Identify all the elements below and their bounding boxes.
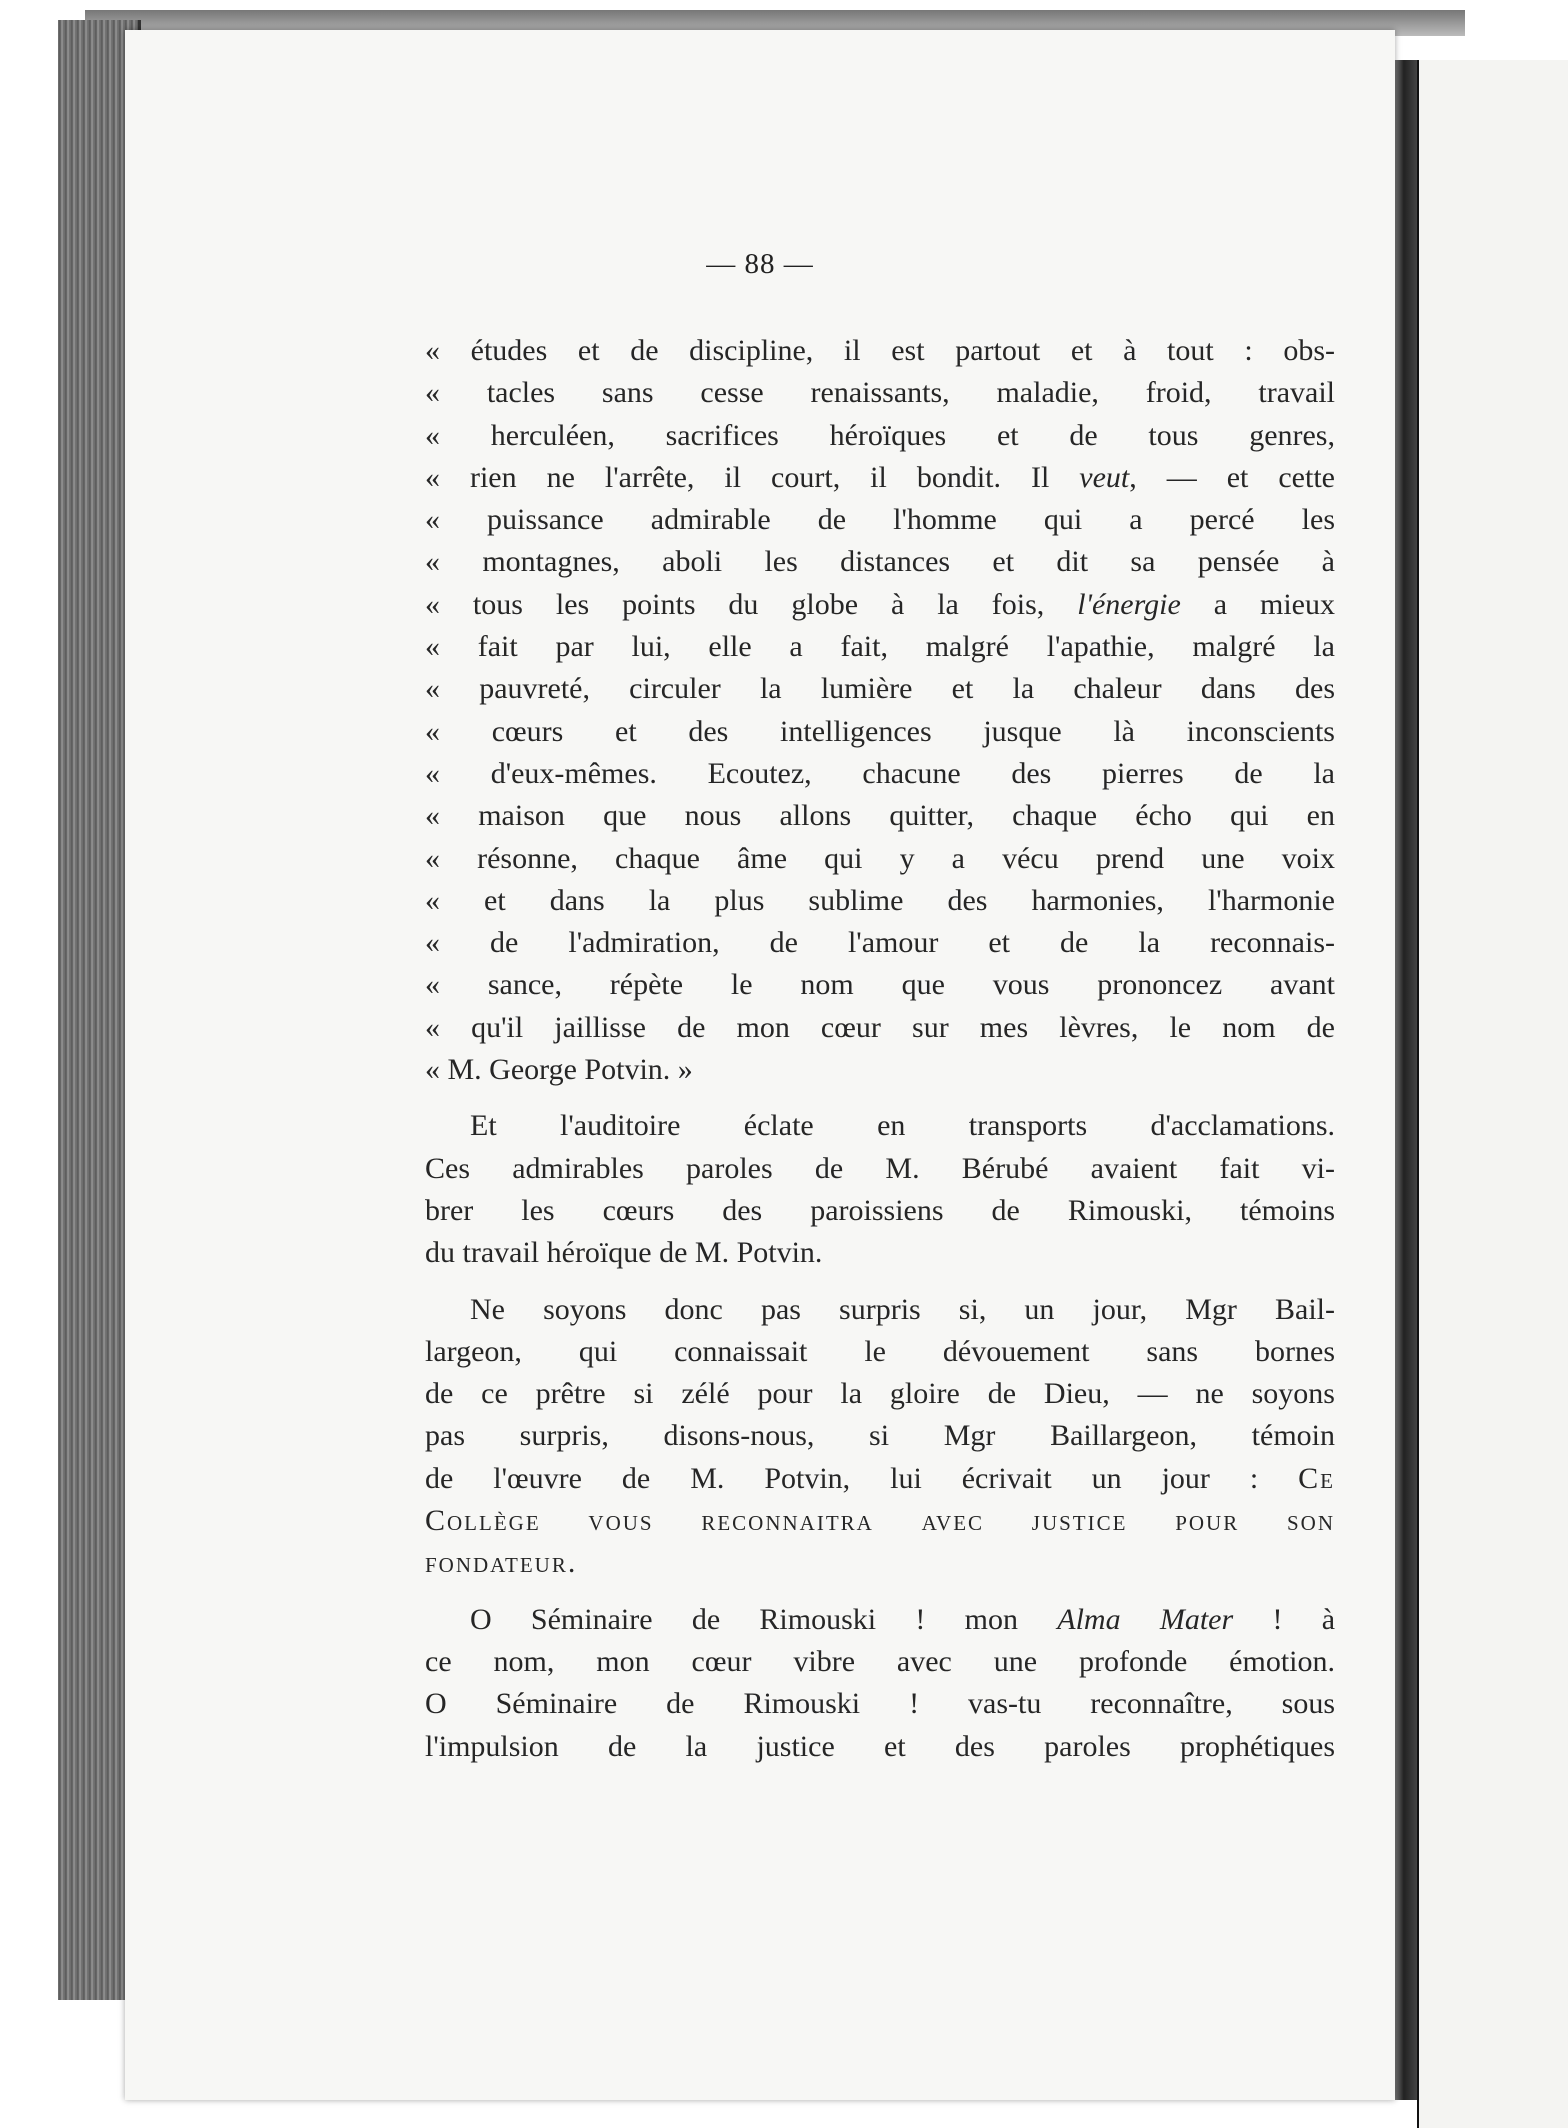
text-line: « montagnes, aboli les distances et dit sa pensée à xyxy=(425,545,1335,579)
text-line: pas surpris, disons-nous, si Mgr Baillargeon, témoin xyxy=(425,1419,1335,1453)
text-line: « de l'admiration, de l'amour et de la reconnais- xyxy=(425,926,1335,960)
facing-page xyxy=(1417,60,1568,2128)
text-line: « tacles sans cesse renaissants, maladie, froid, travail xyxy=(425,376,1335,410)
text-line: « tous les points du globe à la fois, l'énergie a mieux xyxy=(425,587,1336,621)
text-line: de ce prêtre si zélé pour la gloire de Dieu, — ne soyons xyxy=(425,1377,1335,1411)
text-line: « et dans la plus sublime des harmonies, l'harmonie xyxy=(425,883,1335,917)
text-line: l'impulsion de la justice et des paroles prophétiques xyxy=(425,1729,1335,1763)
text-line: « cœurs et des intelligences jusque là inconscients xyxy=(425,714,1335,748)
text-line: « M. George Potvin. » xyxy=(425,1053,693,1087)
text-line: « pauvreté, circuler la lumière et la chaleur dans des xyxy=(425,672,1335,706)
text-line: « rien ne l'arrête, il court, il bondit. Il veut, — et cette xyxy=(425,460,1335,494)
text-line: O Séminaire de Rimouski ! vas-tu reconnaître, sous xyxy=(425,1687,1335,1721)
text-line: Collège vous reconnaitra avec justice pour son xyxy=(425,1504,1335,1538)
body-text xyxy=(425,330,1335,1768)
text-line: Ces admirables paroles de M. Bérubé avaient fait vi- xyxy=(425,1151,1335,1185)
text-line: « d'eux-mêmes. Ecoutez, chacune des pierres de la xyxy=(425,756,1335,790)
text-line: « herculéen, sacrifices héroïques et de tous genres, xyxy=(425,418,1335,452)
text-line: « sance, répète le nom que vous prononcez avant xyxy=(425,968,1335,1002)
text-line: de l'œuvre de M. Potvin, lui écrivait un jour : Ce xyxy=(425,1461,1335,1495)
text-line: du travail héroïque de M. Potvin. xyxy=(425,1236,823,1270)
text-line: « puissance admirable de l'homme qui a percé les xyxy=(425,503,1335,537)
text-line: « études et de discipline, il est partout et à tout : obs- xyxy=(425,334,1335,367)
book-page xyxy=(125,30,1395,2100)
page-number: — 88 — xyxy=(706,248,814,280)
book-gutter xyxy=(1395,60,1417,2100)
text-line: fondateur. xyxy=(425,1546,578,1580)
text-line: « résonne, chaque âme qui y a vécu prend une voix xyxy=(425,841,1335,875)
text-line: Et l'auditoire éclate en transports d'acclamations. xyxy=(470,1109,1335,1143)
text-line: Ne soyons donc pas surpris si, un jour, Mgr Bail- xyxy=(470,1292,1335,1326)
text-line: « qu'il jaillisse de mon cœur sur mes lèvres, le nom de xyxy=(425,1010,1335,1044)
text-line: « maison que nous allons quitter, chaque écho qui en xyxy=(425,799,1335,833)
text-line: brer les cœurs des paroissiens de Rimouski, témoins xyxy=(425,1193,1335,1227)
text-line: O Séminaire de Rimouski ! mon Alma Mater ! à xyxy=(470,1602,1336,1636)
text-line: ce nom, mon cœur vibre avec une profonde émotion. xyxy=(425,1644,1335,1678)
text-line: largeon, qui connaissait le dévouement sans bornes xyxy=(425,1334,1335,1368)
text-line: « fait par lui, elle a fait, malgré l'apathie, malgré la xyxy=(425,630,1335,664)
